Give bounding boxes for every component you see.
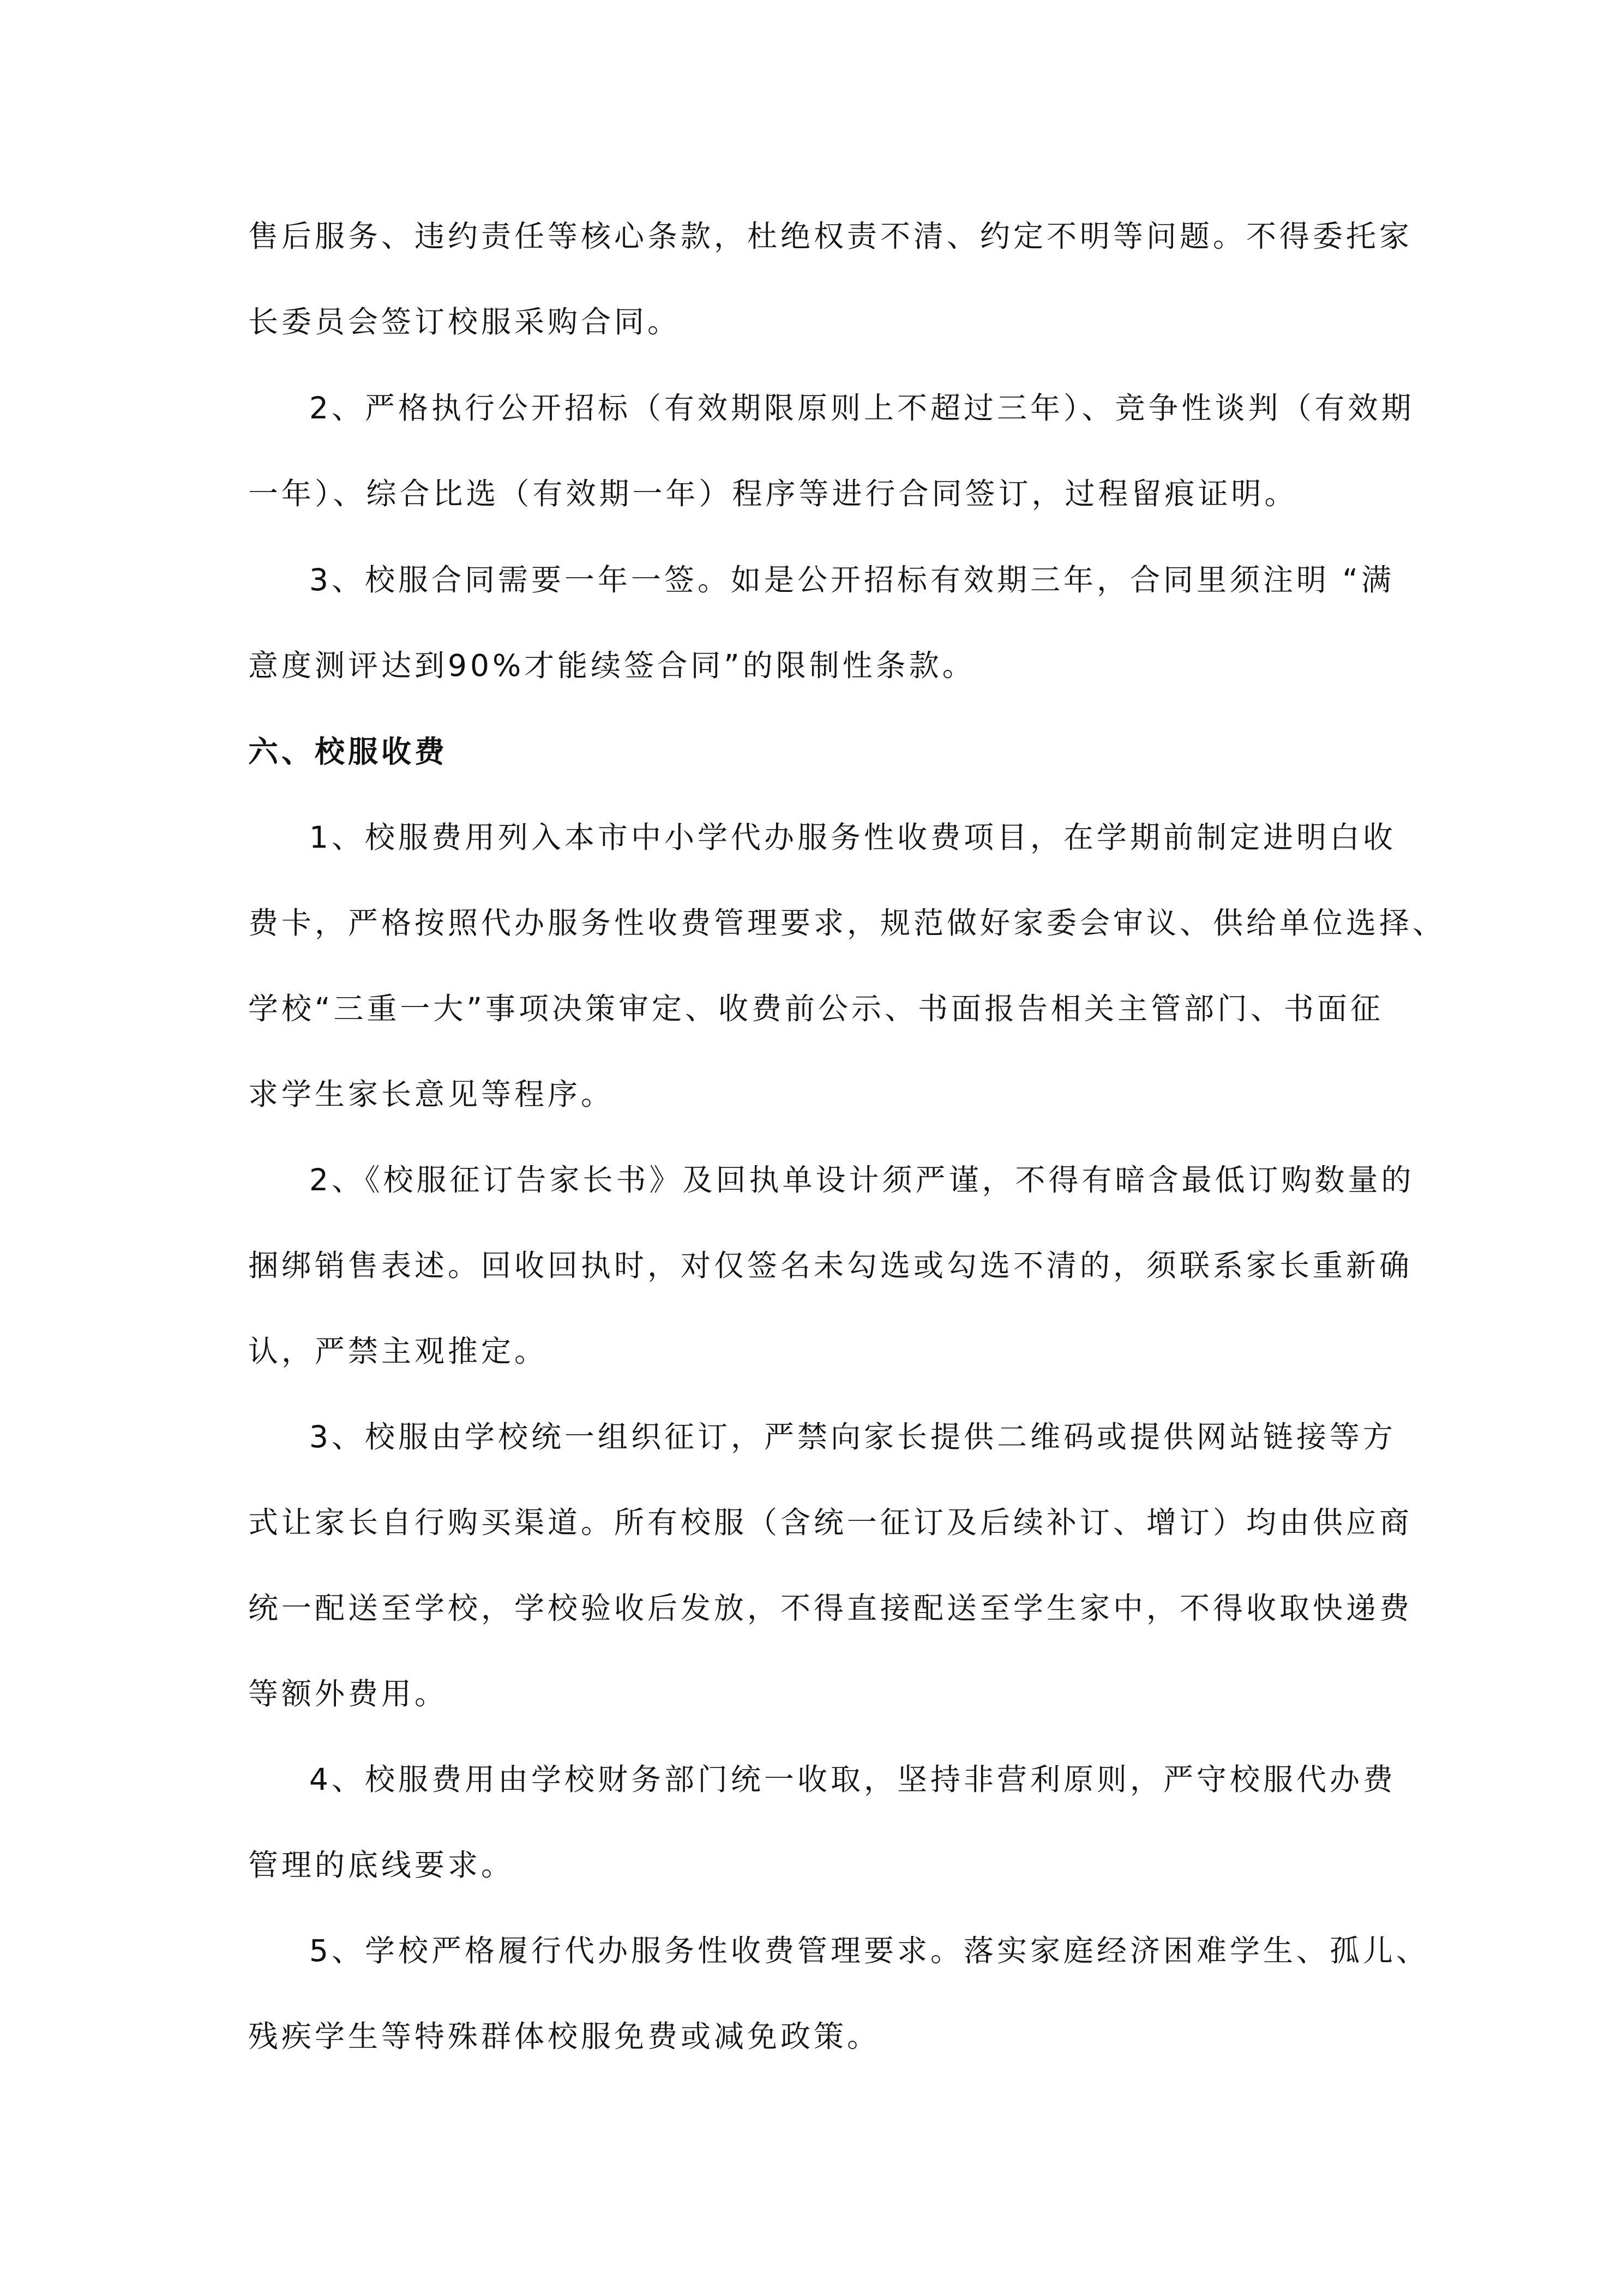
text-line: 2、严格执行公开招标（有效期限原则上不超过三年）、竞争性谈判（有效期 — [309, 391, 1415, 425]
text-line: 认，严禁主观推定。 — [248, 1334, 548, 1369]
paragraph-contract-terms — [248, 194, 1413, 365]
text-line: 学校“三重一大”事项决策审定、收费前公示、书面报告相关主管部门、书面征 — [248, 991, 1384, 1026]
paragraph-fee-item-2 — [248, 1137, 1415, 1394]
text-line: 2、《校服征订告家长书》及回执单设计须严谨，不得有暗含最低订购数量的 — [309, 1162, 1415, 1197]
text-line: 售后服务、违约责任等核心条款，杜绝权责不清、约定不明等问题。不得委托家 — [248, 219, 1413, 254]
text-line: 3、校服由学校统一组织征订，严禁向家长提供二维码或提供网站链接等方 — [309, 1419, 1396, 1454]
text-line: 式让家长自行购买渠道。所有校服（含统一征订及后续补订、增订）均由供应商 — [248, 1505, 1413, 1540]
text-line: 求学生家长意见等程序。 — [248, 1077, 615, 1112]
paragraph-fee-item-1 — [248, 795, 1446, 1137]
paragraph-item-2-bidding — [248, 365, 1415, 537]
text-line: 统一配送至学校，学校验收后发放，不得直接配送至学生家中，不得收取快递费 — [248, 1591, 1413, 1626]
section-title: 六、校服收费 — [248, 734, 448, 769]
text-line: 长委员会签订校服采购合同。 — [248, 304, 681, 339]
text-line: 等额外费用。 — [248, 1676, 448, 1711]
text-line: 捆绑销售表述。回收回执时，对仅签名未勾选或勾选不清的，须联系家长重新确 — [248, 1248, 1413, 1283]
text-line: 4、校服费用由学校财务部门统一收取，坚持非营利原则，严守校服代办费 — [309, 1762, 1396, 1797]
paragraph-fee-item-3 — [248, 1394, 1413, 1737]
text-line: 意度测评达到90%才能续签合同”的限制性条款。 — [248, 648, 976, 683]
text-line: 3、校服合同需要一年一签。如是公开招标有效期三年，合同里须注明 “满 — [309, 562, 1394, 597]
paragraph-fee-item-4 — [248, 1737, 1396, 1908]
text-line: 残疾学生等特殊群体校服免费或减免政策。 — [248, 2019, 881, 2054]
paragraph-item-3-annual-signing — [248, 537, 1394, 709]
text-line: 费卡，严格按照代办服务性收费管理要求，规范做好家委会审议、供给单位选择、 — [248, 906, 1446, 940]
section-heading-uniform-fees — [248, 709, 1380, 795]
text-line: 5、学校严格履行代办服务性收费管理要求。落实家庭经济困难学生、孤儿、 — [309, 1933, 1429, 1968]
paragraph-fee-item-5 — [248, 1908, 1429, 2079]
text-line: 1、校服费用列入本市中小学代办服务性收费项目，在学期前制定进明白收 — [309, 820, 1396, 855]
text-line: 管理的底线要求。 — [248, 1848, 515, 1883]
text-line: 一年）、综合比选（有效期一年）程序等进行合同签订，过程留痕证明。 — [248, 476, 1298, 511]
